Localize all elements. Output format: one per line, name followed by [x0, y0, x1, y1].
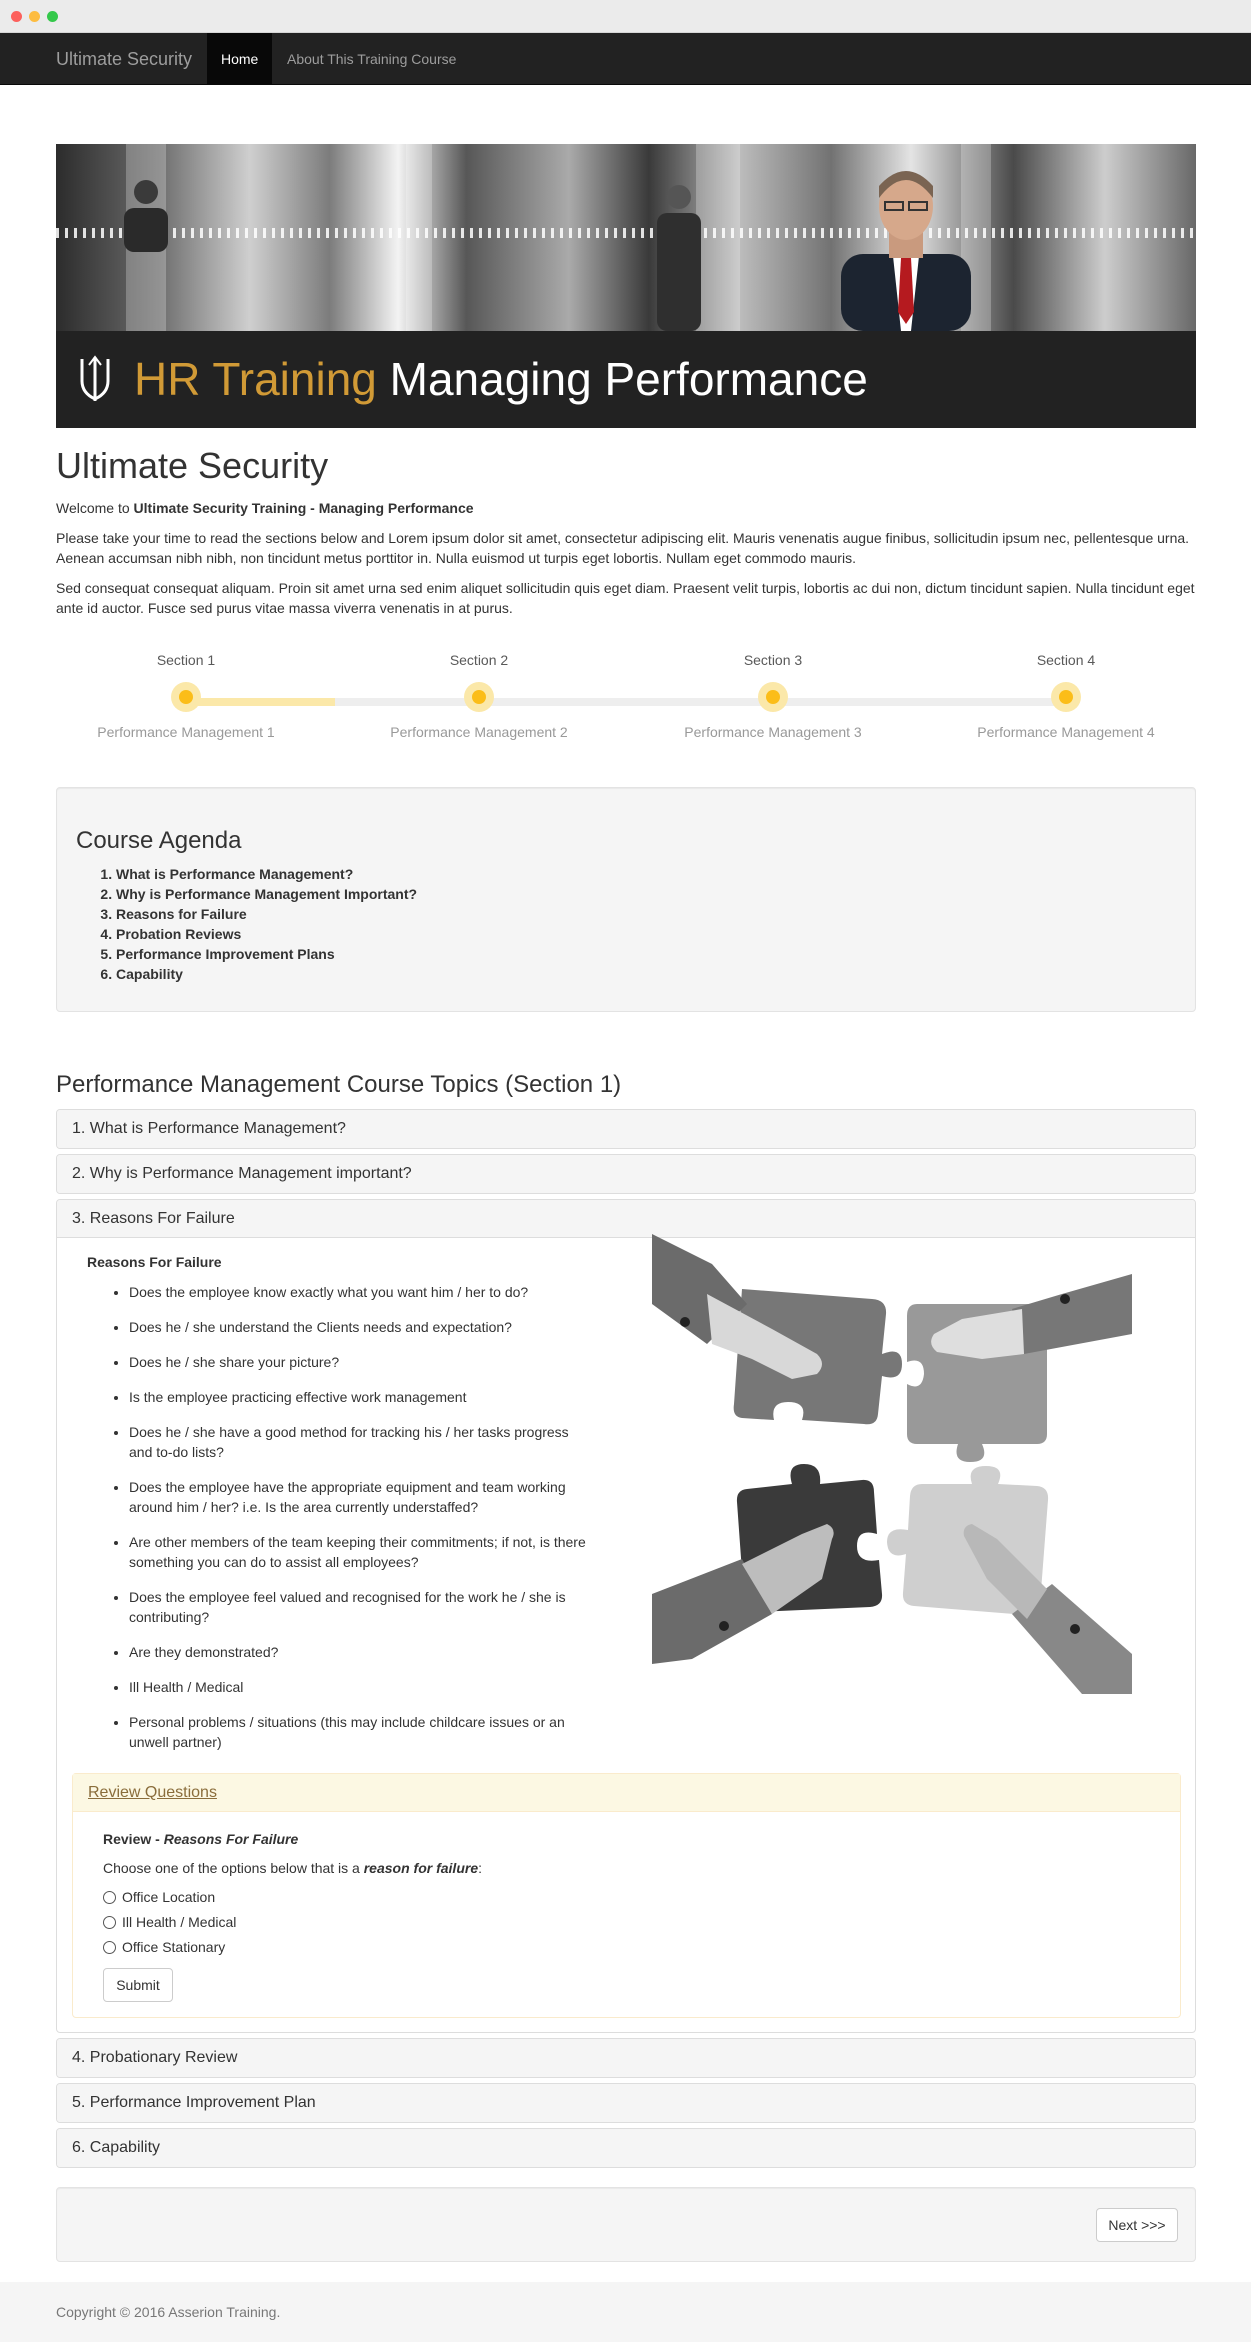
trident-logo-icon — [78, 355, 112, 403]
footer — [0, 2282, 1251, 2342]
step-title: Section 2 — [449, 652, 509, 668]
answer-option-3[interactable] — [103, 1937, 225, 1957]
radio-button[interactable] — [103, 1891, 116, 1904]
reason-item: • Ill Health / Medical — [129, 1677, 593, 1697]
step-title: Section 4 — [1036, 652, 1096, 668]
review-title-prefix: Review - — [103, 1831, 164, 1847]
step-dot-icon[interactable] — [758, 682, 788, 712]
reason-item: • Does the employee feel valued and recognised for the work he / she is contributing? — [129, 1587, 593, 1627]
intro-text — [56, 498, 1196, 618]
agenda-item: 4. Probation Reviews — [116, 924, 1176, 944]
accordion-panel-2[interactable] — [56, 1154, 1196, 1194]
panel-heading[interactable]: 6. Capability — [57, 2129, 1195, 2167]
person-silhouette-icon — [651, 179, 706, 331]
review-title-topic: Reasons For Failure — [163, 1831, 299, 1847]
copyright-text: Copyright © 2016 Asserion Training. — [56, 2304, 281, 2320]
progress-step-2[interactable] — [369, 650, 589, 742]
option-label[interactable]: Office Stationary — [122, 1939, 226, 1955]
agenda-item: 6. Capability — [116, 964, 1176, 984]
reason-item: • Are they demonstrated? — [129, 1642, 593, 1662]
intro-paragraph-1: Please take your time to read the sections below and Lorem ipsum dolor sit amet, consectetur adipiscing elit. Mauris venenatis augue finibus, sollicitudin ipsum nec, pellentesque urna. Aenean accumsan nibh nibh, non tincidunt metus porttitor in. Nulla euismod ut turpis eget lobortis. Nullam eget commodo mauris. — [56, 530, 1190, 566]
submit-button[interactable]: Submit — [103, 1968, 173, 2002]
review-heading[interactable] — [73, 1774, 1180, 1812]
answer-option-2[interactable] — [103, 1912, 236, 1932]
review-heading-link[interactable]: Review Questions — [88, 1784, 217, 1801]
hero-banner — [56, 144, 1196, 428]
review-question — [103, 1858, 482, 1878]
step-info: Performance Management 1 — [97, 724, 275, 740]
course-agenda — [56, 787, 1196, 1012]
panel-heading[interactable]: 5. Performance Improvement Plan — [57, 2084, 1195, 2122]
intro-paragraph-2: Sed consequat consequat aliquam. Proin sit amet urna sed enim aliquet sollicitudin quis eget diam. Praesent velit turpis, lobortis ac dui non, dictum tincidunt sapien. Nulla tincidunt eget ante id auctor. Fusce sed purus vitae massa viverra venenatis in at purus. — [56, 580, 1195, 616]
panel-body-title: Reasons For Failure — [87, 1254, 222, 1270]
banner-title-rest: Managing Performance — [389, 353, 868, 405]
agenda-item: 1. What is Performance Management? — [116, 864, 1176, 884]
close-window-icon[interactable] — [11, 11, 22, 22]
progress-step-4[interactable] — [956, 650, 1176, 742]
puzzle-hands-illustration-icon — [652, 1234, 1132, 1694]
progress-step-1[interactable] — [76, 650, 296, 742]
agenda-item: 3. Reasons for Failure — [116, 904, 1176, 924]
step-dot-icon[interactable] — [1051, 682, 1081, 712]
panel-heading[interactable]: 4. Probationary Review — [57, 2039, 1195, 2077]
radio-button[interactable] — [103, 1941, 116, 1954]
option-label[interactable]: Office Location — [122, 1889, 216, 1905]
next-button[interactable]: Next >>> — [1096, 2208, 1178, 2242]
nav-link-about[interactable]: About This Training Course — [287, 51, 457, 67]
step-info: Performance Management 4 — [977, 724, 1155, 740]
reason-item: • Are other members of the team keeping their commitments; if not, is there something you can do to assist all employees? — [129, 1532, 593, 1572]
reason-item: • Is the employee practicing effective work management — [129, 1387, 593, 1407]
browser-chrome — [0, 0, 1251, 33]
step-info: Performance Management 3 — [684, 724, 862, 740]
reasons-list — [113, 1282, 593, 1767]
navbar — [0, 33, 1251, 85]
step-title: Section 3 — [743, 652, 803, 668]
agenda-item: 5. Performance Improvement Plans — [116, 944, 1176, 964]
accordion-panel-5[interactable] — [56, 2083, 1196, 2123]
progress-step-3[interactable] — [663, 650, 883, 742]
step-title: Section 1 — [156, 652, 216, 668]
welcome-line — [56, 498, 1196, 518]
panel-heading[interactable]: 3. Reasons For Failure — [57, 1200, 1195, 1238]
reason-item: • Does the employee know exactly what you want him / her to do? — [129, 1282, 593, 1302]
question-emphasis: reason for failure — [363, 1860, 479, 1876]
question-prefix: Choose one of the options below that is a — [103, 1860, 364, 1876]
review-title — [103, 1829, 298, 1849]
accordion-panel-6[interactable] — [56, 2128, 1196, 2168]
page-title: Ultimate Security — [56, 445, 329, 486]
accordion-panel-4[interactable] — [56, 2038, 1196, 2078]
step-dot-icon[interactable] — [171, 682, 201, 712]
banner-title-highlight: HR Training — [134, 353, 377, 405]
review-questions-panel — [72, 1773, 1181, 2018]
panel-heading[interactable]: 1. What is Performance Management? — [57, 1110, 1195, 1148]
section-progress — [56, 650, 1196, 760]
agenda-title: Course Agenda — [76, 827, 242, 854]
panel-heading[interactable]: 2. Why is Performance Management important? — [57, 1155, 1195, 1193]
banner-photo — [56, 144, 1196, 331]
banner-title-bar — [56, 331, 1196, 428]
step-info: Performance Management 2 — [390, 724, 568, 740]
minimize-window-icon[interactable] — [29, 11, 40, 22]
radio-button[interactable] — [103, 1916, 116, 1929]
nav-link-home[interactable]: Home — [207, 33, 272, 85]
answer-option-1[interactable] — [103, 1887, 215, 1907]
banner-title — [134, 349, 868, 409]
accordion-panel-3 — [56, 1199, 1196, 2033]
businessman-photo-icon — [831, 162, 981, 331]
question-suffix: : — [478, 1860, 482, 1876]
pager-well — [56, 2187, 1196, 2262]
reason-item: • Does he / she have a good method for tracking his / her tasks progress and to-do lists? — [129, 1422, 593, 1462]
reason-item: • Does the employee have the appropriate equipment and team working around him / her? i.e. Is the area currently understaffed? — [129, 1477, 593, 1517]
step-dot-icon[interactable] — [464, 682, 494, 712]
accordion-panel-1[interactable] — [56, 1109, 1196, 1149]
maximize-window-icon[interactable] — [47, 11, 58, 22]
option-label[interactable]: Ill Health / Medical — [122, 1914, 237, 1930]
agenda-list — [76, 864, 1176, 984]
reason-item: • Does he / she share your picture? — [129, 1352, 593, 1372]
navbar-brand[interactable]: Ultimate Security — [56, 49, 193, 69]
agenda-item: 2. Why is Performance Management Important? — [116, 884, 1176, 904]
reason-item: • Personal problems / situations (this may include childcare issues or an unwell partner) — [129, 1712, 593, 1752]
welcome-course-name: Ultimate Security Training - Managing Performance — [133, 500, 474, 516]
person-silhouette-icon — [116, 172, 176, 252]
reason-item: • Does he / she understand the Clients needs and expectation? — [129, 1317, 593, 1337]
topics-heading: Performance Management Course Topics (Section 1) — [56, 1071, 622, 1098]
welcome-prefix: Welcome to — [56, 500, 134, 516]
